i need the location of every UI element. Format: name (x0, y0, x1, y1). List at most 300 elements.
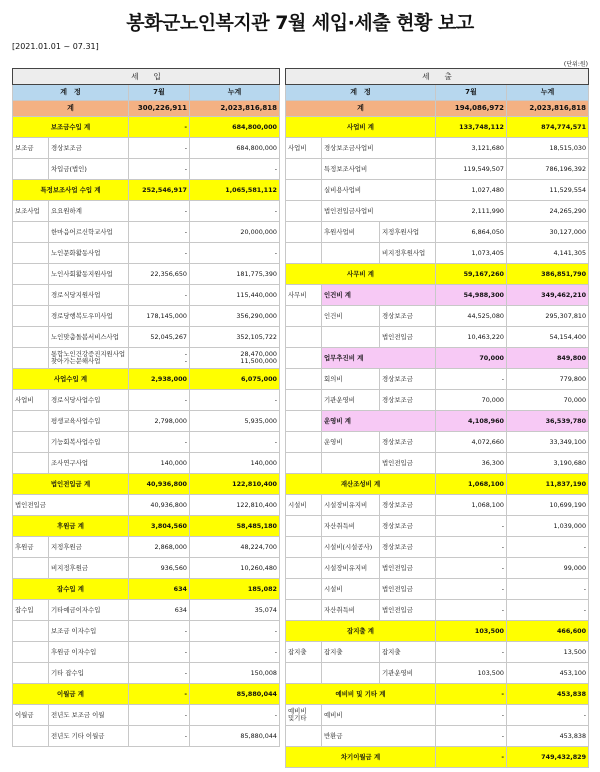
group-label (286, 327, 322, 348)
expense-row (286, 642, 589, 663)
item-label: 경로식당사업수입 (49, 390, 129, 411)
group-label (13, 327, 49, 348)
subtotal-label: 재산조성비 계 (286, 474, 436, 495)
item-month: 634 (129, 600, 190, 621)
subtotal-cumulative: 386,851,790 (507, 264, 589, 285)
item-month: - (436, 642, 507, 663)
item-label: 조사연구사업 (49, 453, 129, 474)
item-cumulative: 5,935,000 (190, 411, 280, 432)
item-label: 예비비 (322, 705, 436, 726)
subtotal-cumulative: 85,880,044 (190, 684, 280, 705)
item-month: - (436, 726, 507, 747)
revenue-header-account: 계 정 (13, 85, 129, 101)
group-label (13, 243, 49, 264)
expense-row (286, 663, 589, 684)
item-label: 전년도 보조금 이월 (49, 705, 129, 726)
item-cumulative: 10,699,190 (507, 495, 589, 516)
item-source: 비지정후원사업 (380, 243, 436, 264)
group-label (13, 306, 49, 327)
expense-header-cumulative: 누계 (507, 85, 589, 101)
item-source: 경상보조금 (380, 432, 436, 453)
item-label: 비지정후원금 (49, 558, 129, 579)
item-cumulative: - (507, 600, 589, 621)
item-cumulative: - (507, 705, 589, 726)
subtotal-label: 사업수입 계 (13, 369, 129, 390)
subtotal-cumulative: 453,838 (507, 684, 589, 705)
item-month: 2,111,990 (436, 201, 507, 222)
item-label: 시설장비유지비 (322, 495, 380, 516)
expense-row (286, 705, 589, 726)
item-cumulative: 35,074 (190, 600, 280, 621)
group-label: 잡수입 (13, 600, 49, 621)
group-label (13, 159, 49, 180)
group-label (286, 348, 322, 369)
subtotal-cumulative: 185,082 (190, 579, 280, 600)
revenue-row (13, 726, 280, 747)
subtotal-cumulative: 58,485,180 (190, 516, 280, 537)
item-cumulative: 453,838 (507, 726, 589, 747)
group-label (286, 222, 322, 243)
revenue-subtotal-row (13, 180, 280, 201)
group-label (286, 432, 322, 453)
revenue-total-month: 300,226,911 (129, 101, 190, 117)
group-label (286, 411, 322, 432)
item-month: 36,300 (436, 453, 507, 474)
item-cumulative: 48,224,700 (190, 537, 280, 558)
group-label (286, 159, 322, 180)
item-month: 6,864,050 (436, 222, 507, 243)
item-source: 법인전입금 (380, 558, 436, 579)
report-title: 봉화군노인복지관 7월 세입·세출 현황 보고 (126, 12, 474, 34)
item-month: - (436, 705, 507, 726)
item-month: - (436, 516, 507, 537)
item-label: 후원금 이자수입 (49, 642, 129, 663)
item-month: - (129, 243, 190, 264)
revenue-total-label: 계 (13, 101, 129, 117)
group-label: 보조사업 (13, 201, 49, 222)
group-label (286, 243, 322, 264)
category-cumulative: 349,462,210 (507, 285, 589, 306)
item-month: 140,000 (129, 453, 190, 474)
item-month: - (129, 663, 190, 684)
item-label (322, 243, 380, 264)
item-month: 4,072,660 (436, 432, 507, 453)
item-month: 3,121,680 (436, 138, 507, 159)
item-cumulative: 99,000 (507, 558, 589, 579)
subtotal-month: 1,068,100 (436, 474, 507, 495)
item-cumulative: - (190, 642, 280, 663)
item-cumulative: 684,800,000 (190, 138, 280, 159)
item-cumulative: 453,100 (507, 663, 589, 684)
expense-row (286, 138, 589, 159)
item-label: 노인사회활동지원사업 (49, 264, 129, 285)
group-label: 이월금 (13, 705, 49, 726)
item-label: 후원사업비 (322, 222, 380, 243)
item-label (49, 348, 129, 369)
subtotal-month: 59,167,260 (436, 264, 507, 285)
subtotal-cumulative: 1,065,581,112 (190, 180, 280, 201)
revenue-subtotal-row (13, 117, 280, 138)
item-source: 경상보조금 (380, 516, 436, 537)
item-cumulative: 20,000,000 (190, 222, 280, 243)
item-cumulative-line1: 28,470,000 (240, 350, 277, 359)
revenue-row (13, 663, 280, 684)
item-label: 기능회복사업수입 (49, 432, 129, 453)
item-source: 경상보조금 (380, 369, 436, 390)
group-label (13, 285, 49, 306)
expense-category-row (286, 348, 589, 369)
revenue-row (13, 159, 280, 180)
revenue-subtotal-row (13, 579, 280, 600)
expense-row (286, 159, 589, 180)
item-month: 1,027,480 (436, 180, 507, 201)
expense-subtotal-row (286, 684, 589, 705)
revenue-subtotal-row (13, 369, 280, 390)
item-cumulative: 122,810,400 (190, 495, 280, 516)
subtotal-label: 차기이월금 계 (286, 747, 436, 768)
subtotal-label: 잡지출 계 (286, 621, 436, 642)
item-month: - (129, 642, 190, 663)
revenue-subtotal-row (13, 684, 280, 705)
revenue-row (13, 348, 280, 369)
expense-row (286, 243, 589, 264)
revenue-subtotal-row (13, 474, 280, 495)
item-label: 노인문화활동사업 (49, 243, 129, 264)
group-label (13, 621, 49, 642)
item-cumulative: 140,000 (190, 453, 280, 474)
item-month: 936,560 (129, 558, 190, 579)
subtotal-label: 예비비 및 기타 계 (286, 684, 436, 705)
revenue-row (13, 453, 280, 474)
revenue-row (13, 558, 280, 579)
item-cumulative-line2: 11,500,000 (240, 357, 277, 365)
group-label-part: 및기타 (288, 714, 307, 722)
item-cumulative: 356,290,000 (190, 306, 280, 327)
group-label: 보조금 (13, 138, 49, 159)
expense-category-row (286, 285, 589, 306)
item-cumulative: 150,008 (190, 663, 280, 684)
item-label: 기타예금이자수입 (49, 600, 129, 621)
item-month: - (129, 726, 190, 747)
expense-row (286, 516, 589, 537)
item-source: 법인전입금 (380, 600, 436, 621)
expense-header-account: 계 정 (286, 85, 436, 101)
item-month: 10,463,220 (436, 327, 507, 348)
item-label: 보조금 이자수입 (49, 621, 129, 642)
group-label (13, 558, 49, 579)
expense-section-title: 세 출 (286, 69, 589, 85)
expense-row (286, 306, 589, 327)
group-label: 후원금 (13, 537, 49, 558)
subtotal-label: 잡수입 계 (13, 579, 129, 600)
group-label-part: 예비비 (288, 707, 307, 716)
category-month: 54,988,300 (436, 285, 507, 306)
item-month: - (436, 600, 507, 621)
item-month: - (129, 432, 190, 453)
group-label (13, 264, 49, 285)
revenue-row (13, 621, 280, 642)
group-label (13, 348, 49, 369)
item-label: 시설비 (322, 579, 380, 600)
item-month: 52,045,267 (129, 327, 190, 348)
group-label (13, 432, 49, 453)
group-label (286, 516, 322, 537)
item-month: 119,549,507 (436, 159, 507, 180)
group-label (13, 222, 49, 243)
revenue-row (13, 411, 280, 432)
item-source: 지정후원사업 (380, 222, 436, 243)
item-month: - (436, 579, 507, 600)
subtotal-label: 이월금 계 (13, 684, 129, 705)
subtotal-label: 후원금 계 (13, 516, 129, 537)
revenue-row (13, 327, 280, 348)
item-month: 44,525,080 (436, 306, 507, 327)
subtotal-cumulative: 684,800,000 (190, 117, 280, 138)
item-month: 2,868,000 (129, 537, 190, 558)
item-label: 실비용사업비 (322, 180, 436, 201)
item-cumulative: 115,440,000 (190, 285, 280, 306)
group-label (286, 663, 322, 684)
item-label: 법인전입금사업비 (322, 201, 436, 222)
expense-subtotal-row (286, 117, 589, 138)
item-month: 22,356,650 (129, 264, 190, 285)
item-cumulative: - (190, 705, 280, 726)
item-cumulative (190, 348, 280, 369)
group-label (286, 369, 322, 390)
item-cumulative: 30,127,000 (507, 222, 589, 243)
item-month: 1,068,100 (436, 495, 507, 516)
revenue-row (13, 432, 280, 453)
group-label (13, 453, 49, 474)
revenue-row (13, 222, 280, 243)
item-label: 운영비 (322, 432, 380, 453)
subtotal-month: 252,546,917 (129, 180, 190, 201)
group-label-part: 사업비 (288, 143, 307, 152)
subtotal-cumulative: 6,075,000 (190, 369, 280, 390)
expense-total-month: 194,086,972 (436, 101, 507, 117)
group-label (13, 411, 49, 432)
item-source: 경상보조금 (380, 495, 436, 516)
item-label: 시설장비유지비 (322, 558, 380, 579)
subtotal-month: - (436, 747, 507, 768)
item-cumulative: - (190, 432, 280, 453)
item-cumulative: 181,775,390 (190, 264, 280, 285)
item-source: 경상보조금 (380, 537, 436, 558)
expense-row (286, 726, 589, 747)
item-month: - (129, 390, 190, 411)
item-cumulative: 11,529,554 (507, 180, 589, 201)
item-cumulative: - (190, 243, 280, 264)
group-label (286, 201, 322, 222)
revenue-row (13, 201, 280, 222)
group-label (286, 600, 322, 621)
item-month: - (129, 705, 190, 726)
category-label: 운영비 계 (322, 411, 436, 432)
expense-row (286, 537, 589, 558)
revenue-row (13, 243, 280, 264)
group-label (286, 705, 322, 726)
item-label: 회의비 (322, 369, 380, 390)
category-label: 인건비 계 (322, 285, 436, 306)
item-cumulative: - (190, 159, 280, 180)
item-month: 103,500 (436, 663, 507, 684)
item-cumulative: 1,039,000 (507, 516, 589, 537)
subtotal-cumulative: 466,600 (507, 621, 589, 642)
unit-label: (단위:원) (563, 61, 588, 68)
subtotal-month: - (129, 684, 190, 705)
category-month: 70,000 (436, 348, 507, 369)
item-month: 1,073,405 (436, 243, 507, 264)
subtotal-cumulative: 749,432,829 (507, 747, 589, 768)
expense-subtotal-row (286, 264, 589, 285)
subtotal-month: 133,748,112 (436, 117, 507, 138)
expense-category-row (286, 411, 589, 432)
item-month-line2: - (184, 357, 187, 365)
item-label: 기관운영비 (322, 390, 380, 411)
item-month (129, 348, 190, 369)
expense-total-cumulative: 2,023,816,818 (507, 101, 589, 117)
item-label: 기타 잡수입 (49, 663, 129, 684)
item-label-line2: 찾아가는문해사업 (51, 357, 101, 365)
item-cumulative: 18,515,030 (507, 138, 589, 159)
expense-subtotal-row (286, 747, 589, 768)
group-label (286, 537, 322, 558)
revenue-subtotal-row (13, 516, 280, 537)
revenue-section-title: 세 입 (13, 69, 280, 85)
group-label (286, 642, 322, 663)
subtotal-label: 사업비 계 (286, 117, 436, 138)
expense-row (286, 327, 589, 348)
expense-row (286, 558, 589, 579)
item-label (322, 453, 380, 474)
revenue-row (13, 264, 280, 285)
revenue-row (13, 705, 280, 726)
expense-row (286, 390, 589, 411)
expense-row (286, 600, 589, 621)
expense-subtotal-row (286, 474, 589, 495)
item-cumulative: - (190, 621, 280, 642)
item-label: 경상보조금 (49, 138, 129, 159)
group-label: 사무비 (286, 285, 322, 306)
item-month: - (129, 285, 190, 306)
group-label (286, 495, 322, 516)
item-cumulative: 54,154,400 (507, 327, 589, 348)
item-label: 시설비(시설공사) (322, 537, 380, 558)
revenue-header-cumulative: 누계 (190, 85, 280, 101)
subtotal-cumulative: 11,837,190 (507, 474, 589, 495)
item-cumulative: 786,196,392 (507, 159, 589, 180)
revenue-row (13, 306, 280, 327)
group-label (286, 726, 322, 747)
item-cumulative: - (507, 579, 589, 600)
report-period: [2021.01.01 ~ 07.31] (12, 42, 99, 51)
item-label-line1: 통합노인건강증진지원사업 (51, 350, 126, 359)
group-label (286, 180, 322, 201)
item-month: - (436, 558, 507, 579)
item-cumulative: 4,141,305 (507, 243, 589, 264)
expense-total-label: 계 (286, 101, 436, 117)
subtotal-month: - (436, 684, 507, 705)
item-month-line1: - (184, 350, 187, 359)
item-label: 자산취득비 (322, 600, 380, 621)
item-label: 경로당행복도우미사업 (49, 306, 129, 327)
category-cumulative: 36,539,780 (507, 411, 589, 432)
item-cumulative: 85,880,044 (190, 726, 280, 747)
item-month: - (129, 138, 190, 159)
expense-row (286, 201, 589, 222)
item-source: 경상보조금 (380, 306, 436, 327)
subtotal-label: 보조금수입 계 (13, 117, 129, 138)
subtotal-month: - (129, 117, 190, 138)
item-cumulative: 295,307,810 (507, 306, 589, 327)
revenue-row (13, 390, 280, 411)
subtotal-label: 사무비 계 (286, 264, 436, 285)
expense-row (286, 579, 589, 600)
revenue-row (13, 495, 280, 516)
group-label (13, 726, 49, 747)
item-cumulative: 24,265,290 (507, 201, 589, 222)
expense-header-month: 7월 (436, 85, 507, 101)
revenue-row (13, 600, 280, 621)
group-label (13, 663, 49, 684)
category-cumulative: 849,800 (507, 348, 589, 369)
item-label: 요요원하계 (49, 201, 129, 222)
group-label: 법인전입금 (13, 495, 129, 516)
item-cumulative: 70,000 (507, 390, 589, 411)
expense-row (286, 180, 589, 201)
category-label: 업무추진비 계 (322, 348, 436, 369)
expense-row (286, 495, 589, 516)
revenue-row (13, 285, 280, 306)
expense-row (286, 369, 589, 390)
subtotal-label: 특정보조사업 수입 계 (13, 180, 129, 201)
item-label: 차입금(법인) (49, 159, 129, 180)
item-month: - (129, 621, 190, 642)
revenue-row (13, 138, 280, 159)
item-cumulative: 13,500 (507, 642, 589, 663)
item-month: - (436, 537, 507, 558)
item-month: - (129, 201, 190, 222)
item-label: 경상보조금사업비 (322, 138, 436, 159)
item-label (322, 327, 380, 348)
item-source: 법인전입금 (380, 327, 436, 348)
item-source: 법인전입금 (380, 579, 436, 600)
item-source: 잡지출 (380, 642, 436, 663)
group-label (286, 579, 322, 600)
item-source: 기관운영비 (380, 663, 436, 684)
group-label-part: 잡지출 (288, 647, 307, 656)
item-label: 경로식당지원사업 (49, 285, 129, 306)
revenue-row (13, 642, 280, 663)
expense-row (286, 453, 589, 474)
item-month: - (436, 369, 507, 390)
item-label: 잡지출 (322, 642, 380, 663)
item-month: 2,798,000 (129, 411, 190, 432)
group-label: 사업비 (13, 390, 49, 411)
item-cumulative: 3,190,680 (507, 453, 589, 474)
subtotal-month: 3,804,560 (129, 516, 190, 537)
subtotal-month: 2,938,000 (129, 369, 190, 390)
group-label (286, 306, 322, 327)
revenue-table (12, 68, 280, 747)
group-label (286, 558, 322, 579)
item-cumulative: 33,349,100 (507, 432, 589, 453)
item-month: 70,000 (436, 390, 507, 411)
subtotal-month: 40,936,800 (129, 474, 190, 495)
item-month: - (129, 222, 190, 243)
item-label: 한마음어르신학교사업 (49, 222, 129, 243)
expense-row (286, 432, 589, 453)
